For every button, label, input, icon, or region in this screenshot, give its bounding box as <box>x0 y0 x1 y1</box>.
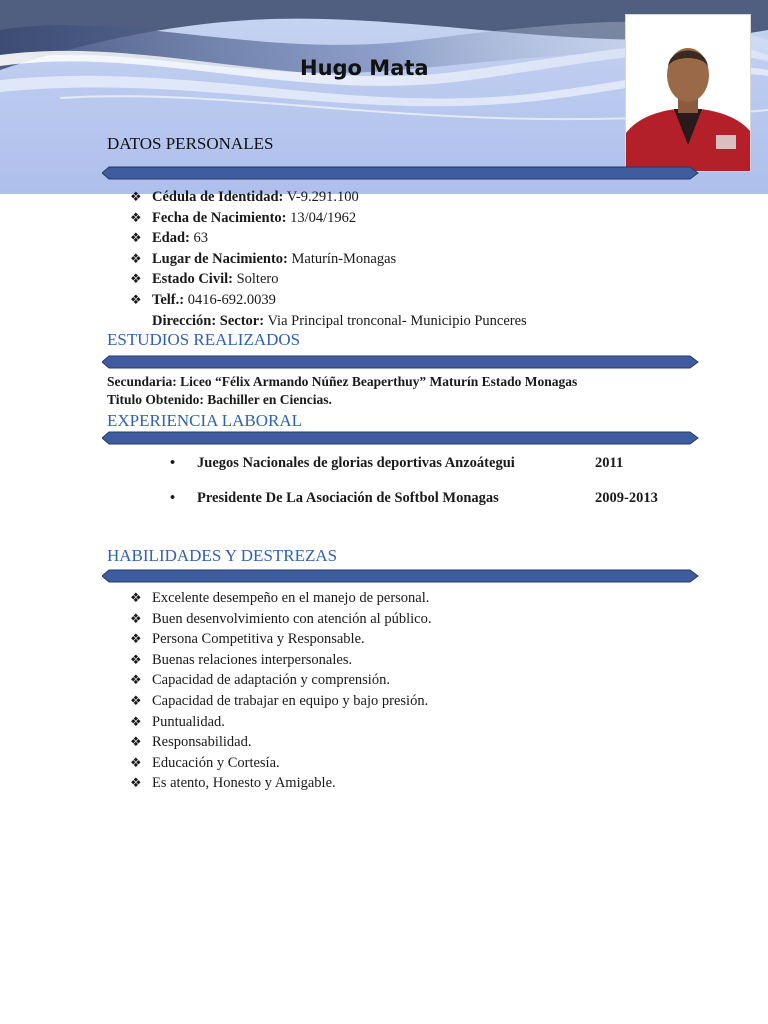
experience-item <box>170 490 658 507</box>
section-divider-bar <box>102 355 700 369</box>
experience-title: Juegos Nacionales de glorias deportivas Anzoátegui <box>197 455 515 471</box>
candidate-name: Hugo Mata <box>300 56 429 80</box>
list-item: ❖ Capacidad de trabajar en equipo y bajo presión. <box>130 691 431 712</box>
experience-item <box>170 455 624 472</box>
skills-list <box>130 588 431 794</box>
section-title-experience: EXPERIENCIA LABORAL <box>107 411 303 430</box>
person-photo-image <box>626 15 750 171</box>
section-divider-bar <box>102 166 700 180</box>
experience-year: 2011 <box>595 455 624 471</box>
list-item: ❖ Cédula de Identidad: V-9.291.100 <box>130 187 527 208</box>
studies-school: Secundaria: Liceo “Félix Armando Núñez Beaperthuy” Maturín Estado Monagas <box>107 374 578 389</box>
experience-year: 2009-2013 <box>595 490 658 506</box>
list-item: ❖ Responsabilidad. <box>130 732 431 753</box>
profile-photo <box>625 14 751 172</box>
studies-text <box>107 373 577 409</box>
diamond-bullet-icon: ❖ <box>130 271 142 287</box>
diamond-bullet-icon: ❖ <box>130 754 142 770</box>
list-item: ❖ Fecha de Nacimiento: 13/04/1962 <box>130 208 527 229</box>
diamond-bullet-icon: ❖ <box>130 692 142 708</box>
personal-info-list <box>130 187 527 331</box>
list-item: ❖ Edad: 63 <box>130 228 527 249</box>
bullet-dot-icon: • <box>170 490 176 506</box>
section-title-personal: DATOS PERSONALES <box>107 134 274 153</box>
experience-title: Presidente De La Asociación de Softbol Monagas <box>197 490 499 506</box>
diamond-bullet-icon: ❖ <box>130 775 142 791</box>
studies-degree: Titulo Obtenido: Bachiller en Ciencias. <box>107 392 332 407</box>
section-title-skills: HABILIDADES Y DESTREZAS <box>107 546 338 565</box>
diamond-bullet-icon: ❖ <box>130 672 142 688</box>
diamond-bullet-icon: ❖ <box>130 291 142 307</box>
diamond-bullet-icon: ❖ <box>130 189 142 204</box>
list-item: ❖ Capacidad de adaptación y comprensión. <box>130 670 431 691</box>
list-item: ❖ Educación y Cortesía. <box>130 753 431 774</box>
diamond-bullet-icon: ❖ <box>130 631 142 647</box>
section-divider-bar <box>102 569 700 583</box>
list-item: ❖ Persona Competitiva y Responsable. <box>130 629 431 650</box>
diamond-bullet-icon: ❖ <box>130 250 142 266</box>
list-item: ❖ Buen desenvolvimiento con atención al público. <box>130 609 431 630</box>
diamond-bullet-icon: ❖ <box>130 590 142 605</box>
list-item: ❖ Puntualidad. <box>130 712 431 733</box>
diamond-bullet-icon: ❖ <box>130 651 142 667</box>
list-item: ❖ Buenas relaciones interpersonales. <box>130 650 431 671</box>
diamond-bullet-icon: ❖ <box>130 713 142 729</box>
address-item: Dirección: Sector: Via Principal tronconal- Municipio Punceres <box>152 312 527 329</box>
section-title-studies: ESTUDIOS REALIZADOS <box>107 330 301 349</box>
section-divider-bar <box>102 431 700 445</box>
list-item: ❖ Estado Civil: Soltero <box>130 269 527 290</box>
bullet-dot-icon: • <box>170 455 176 471</box>
diamond-bullet-icon: ❖ <box>130 209 142 225</box>
diamond-bullet-icon: ❖ <box>130 734 142 750</box>
list-item: ❖ Es atento, Honesto y Amigable. <box>130 773 431 794</box>
list-item: ❖ Lugar de Nacimiento: Maturín-Monagas <box>130 249 527 270</box>
diamond-bullet-icon: ❖ <box>130 610 142 626</box>
diamond-bullet-icon: ❖ <box>130 230 142 246</box>
list-item: ❖ Telf.: 0416-692.0039 <box>130 290 527 311</box>
list-item: ❖ Excelente desempeño en el manejo de personal. <box>130 588 431 609</box>
